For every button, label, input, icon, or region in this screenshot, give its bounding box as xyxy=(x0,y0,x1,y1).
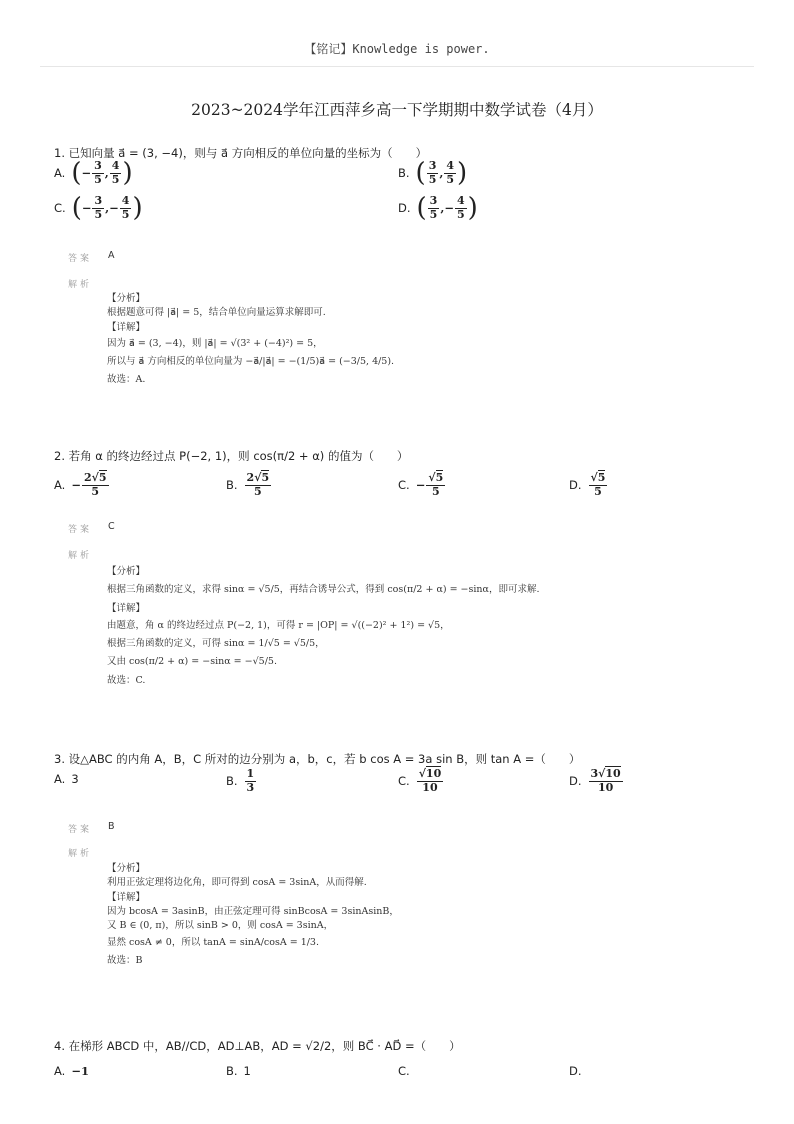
question-2-explanation: 【分析】 根据三角函数的定义，求得 sinα = √5/5，再结合诱导公式，得到 cos(π/2 + α) = −sinα，即可求解. 【详解】 由题意，角 α 的终边经过点 P(−2, 1)，可得 r = |OP| = √((−2)² + 1²) = √5， 根据三角函数的定义，可得 sinα = 1/√5 = √5/5， 又由 cos(π/2 + α) = −sinα = −√5/5. 故选：C. xyxy=(107,566,540,686)
analysis-label: 解析 xyxy=(68,280,93,290)
option-letter: D. xyxy=(569,478,582,493)
header-divider xyxy=(40,66,754,67)
question-1-explanation: 【分析】 根据题意可得 |a⃗| = 5，结合单位向量运算求解即可. 【详解】 因为 a⃗ = (3, −4)，则 |a⃗| = √(3² + (−4)²) = 5， 所以与 a⃗ 方向相反的单位向量为 −a⃗/|a⃗| = −(1/5)a⃗ = (−3/5, 4/5). 故选：A. xyxy=(107,293,395,386)
question-2-option-d: D. $\frac{√5}{5}$ xyxy=(569,471,606,498)
question-2-option-a: A. − $\frac{2√5}{5}$ xyxy=(54,471,107,498)
question-1-option-a: A. ( − $\frac{3}{5}$ , $\frac{4}{5}$ ) xyxy=(54,158,133,189)
option-letter: B. xyxy=(398,166,410,181)
option-letter: B. xyxy=(226,774,238,789)
question-2-option-b: B. $\frac{2√5}{5}$ xyxy=(226,471,270,498)
question-1-option-d: D. ( $\frac{3}{5}$ ,− $\frac{4}{5}$ ) xyxy=(398,193,478,224)
option-letter: D. xyxy=(569,774,582,789)
option-letter: D. xyxy=(569,1064,582,1078)
question-2-stem: 2. 若角 α 的终边经过点 P(−2, 1)，则 cos(π/2 + α) 的值为（ ） xyxy=(54,449,409,463)
question-3-explanation: 【分析】 利用正弦定理将边化角，即可得到 cosA = 3sinA，从而得解. 【详解】 因为 bcosA = 3asinB，由正弦定理可得 sinBcosA = 3sinAsinB， 又 B ∈ (0, π)，所以 sinB > 0，则 cosA = 3sinA， 显然 cosA ≠ 0，所以 tanA = sinA/cosA = 1/3. 故选：B xyxy=(107,863,399,966)
question-4-option-a: A. −1 xyxy=(54,1064,89,1078)
question-3-option-a: A. 3 xyxy=(54,772,79,786)
question-4-option-c xyxy=(398,1064,416,1078)
question-1-option-c: C. ( − $\frac{3}{5}$ ,− $\frac{4}{5}$ ) xyxy=(54,193,143,224)
option-letter: C. xyxy=(398,478,410,493)
option-letter: A. xyxy=(54,1064,66,1078)
question-1-answer: A xyxy=(108,250,115,261)
analysis-label: 解析 xyxy=(68,849,93,859)
option-letter: A. xyxy=(54,772,66,786)
question-1-option-b: B. ( $\frac{3}{5}$ , $\frac{4}{5}$ ) xyxy=(398,158,468,189)
header-motto: 【铭记】Knowledge is power. xyxy=(304,42,490,56)
question-4-option-b: B. 1 xyxy=(226,1064,251,1078)
question-3-answer: B xyxy=(108,821,115,832)
page-title: 2023~2024学年江西萍乡高一下学期期中数学试卷（4月） xyxy=(191,101,603,119)
answer-label: 答案 xyxy=(68,825,93,835)
question-3-option-b: B. $\frac{1}{3}$ xyxy=(226,767,255,794)
question-3-option-c: C. $\frac{√10}{10}$ xyxy=(398,767,442,794)
option-letter: D. xyxy=(398,201,411,216)
question-2-option-c: C. − $\frac{√5}{5}$ xyxy=(398,471,444,498)
question-2-answer: C xyxy=(108,521,115,532)
option-letter: A. xyxy=(54,478,66,493)
option-letter: C. xyxy=(54,201,66,216)
question-1-stem: 1. 已知向量 a⃗ = (3, −4)，则与 a⃗ 方向相反的单位向量的坐标为（ ） xyxy=(54,146,428,160)
analysis-label: 解析 xyxy=(68,551,93,561)
answer-label: 答案 xyxy=(68,525,93,535)
option-letter: C. xyxy=(398,1064,410,1078)
option-letter: A. xyxy=(54,166,66,181)
question-4-stem: 4. 在梯形 ABCD 中，AB//CD，AD⊥AB，AD = √2/2，则 BC⃗ · AD⃗ =（ ） xyxy=(54,1039,461,1053)
option-letter: B. xyxy=(226,1064,238,1078)
answer-label: 答案 xyxy=(68,254,93,264)
option-letter: C. xyxy=(398,774,410,789)
question-4-option-d xyxy=(569,1064,588,1078)
question-3-stem: 3. 设△ABC 的内角 A，B，C 所对的边分别为 a，b，c，若 b cos A = 3a sin B，则 tan A =（ ） xyxy=(54,752,581,766)
option-letter: B. xyxy=(226,478,238,493)
question-3-option-d: D. $\frac{3√10}{10}$ xyxy=(569,767,621,794)
